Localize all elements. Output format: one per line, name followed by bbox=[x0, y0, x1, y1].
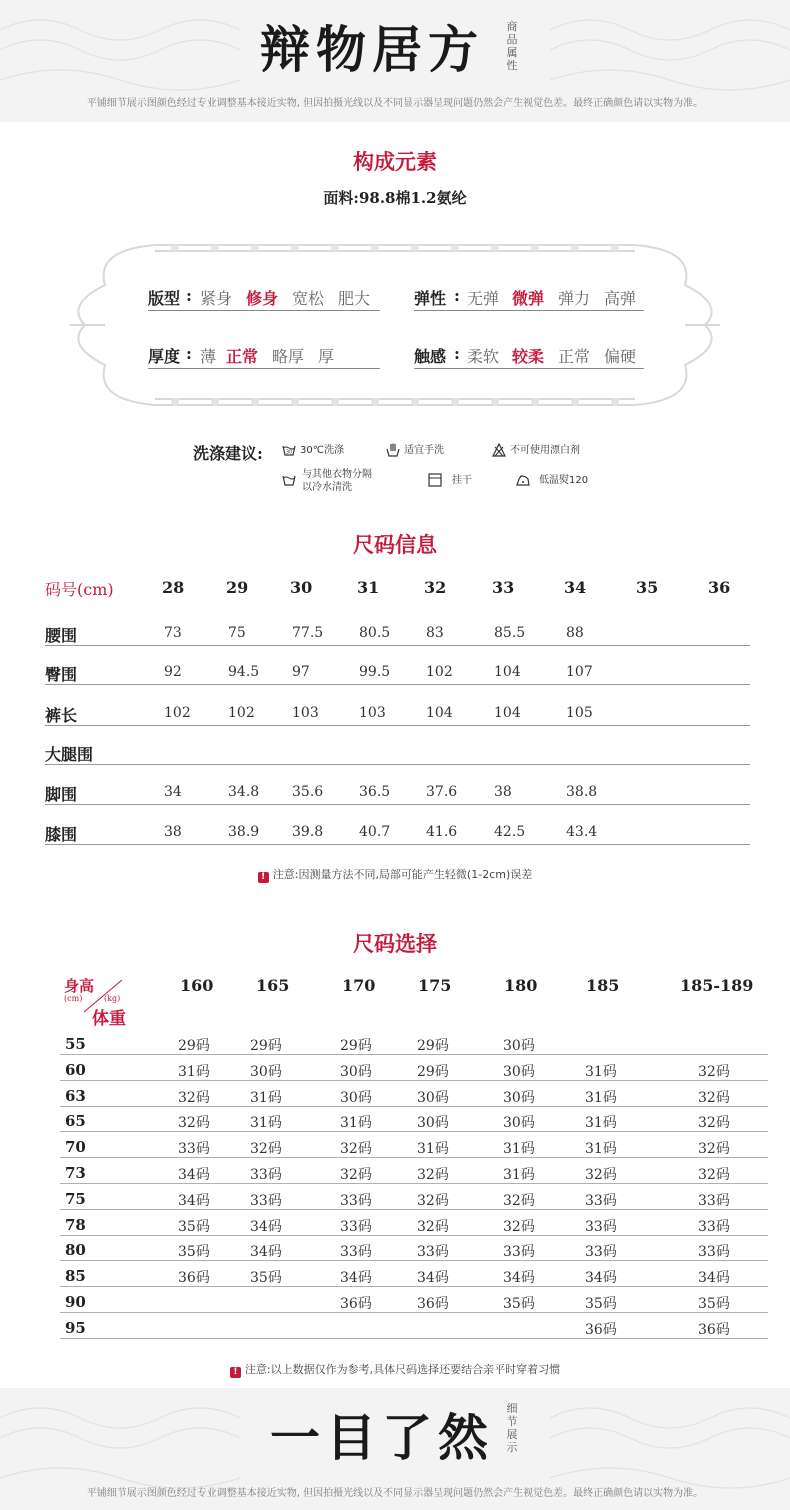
attr-option: 薄 bbox=[200, 347, 217, 366]
size-choice-cell: 34码 bbox=[250, 1218, 282, 1235]
size-choice-cell: 34码 bbox=[585, 1270, 617, 1287]
size-cell: 38 bbox=[494, 784, 512, 800]
size-choice-cell: 35码 bbox=[585, 1296, 617, 1312]
height-header-cell: 185 bbox=[586, 976, 620, 995]
footer-side-label: 细 节 展 示 bbox=[506, 1402, 518, 1454]
size-row-label: 臀围 bbox=[45, 665, 78, 684]
size-cell: 85.5 bbox=[494, 625, 526, 641]
size-info-title: 尺码信息 bbox=[353, 532, 437, 557]
weight-row-label: 55 bbox=[65, 1035, 86, 1053]
hang-dry-text: 挂干 bbox=[452, 475, 472, 486]
weight-row-label: 80 bbox=[65, 1241, 86, 1260]
size-cell: 35.6 bbox=[292, 784, 324, 800]
size-choice-cell: 32码 bbox=[250, 1141, 282, 1158]
size-cell: 36.5 bbox=[359, 784, 391, 800]
height-header-cell: 185-189 bbox=[680, 976, 754, 995]
cold-wash-icon bbox=[282, 473, 296, 487]
size-choice-cell: 35码 bbox=[698, 1296, 730, 1312]
attr-colon: : bbox=[454, 344, 460, 363]
size-choice-cell: 33码 bbox=[340, 1218, 372, 1235]
size-choice-cell: 30码 bbox=[340, 1063, 372, 1080]
size-header-cell: 35 bbox=[636, 578, 659, 597]
size-choice-cell: 32码 bbox=[417, 1218, 449, 1235]
size-choice-cell: 29码 bbox=[250, 1038, 282, 1054]
size-choice-divider bbox=[60, 1260, 768, 1261]
size-choice-cell: 34码 bbox=[417, 1270, 449, 1287]
cold-wash-text: 与其他衣物分隔 以冷水清洗 bbox=[302, 469, 372, 493]
height-header-cell: 175 bbox=[418, 976, 452, 995]
no-bleach-text: 不可使用漂白剂 bbox=[510, 445, 580, 456]
size-choice-cell: 36码 bbox=[585, 1321, 617, 1338]
size-cell: 102 bbox=[228, 705, 255, 721]
size-row-label: 腰围 bbox=[45, 626, 78, 645]
corner-weight-unit: (kg) bbox=[104, 994, 121, 1003]
low-iron-text: 低温熨120 bbox=[539, 475, 589, 486]
size-choice-cell: 33码 bbox=[417, 1244, 449, 1261]
size-cell: 102 bbox=[426, 664, 453, 680]
size-choice-divider bbox=[60, 1054, 768, 1055]
weight-row-label: 63 bbox=[65, 1086, 86, 1105]
size-row-divider bbox=[45, 725, 750, 726]
wash-30-icon bbox=[282, 443, 296, 457]
size-choice-cell: 35码 bbox=[178, 1218, 210, 1235]
corner-height-label: 身高 bbox=[64, 977, 95, 995]
attr-label-fit: 版型 bbox=[148, 289, 181, 308]
header-brand-title: 辩物居方 bbox=[260, 20, 484, 79]
svg-text:30: 30 bbox=[285, 449, 293, 456]
size-choice-cell: 33码 bbox=[698, 1192, 730, 1209]
size-choice-cell: 32码 bbox=[417, 1192, 449, 1209]
attr-underline bbox=[148, 368, 380, 369]
size-choice-cell: 34码 bbox=[698, 1270, 730, 1287]
size-cell: 73 bbox=[164, 625, 182, 641]
size-choice-cell: 30码 bbox=[340, 1089, 372, 1106]
size-choice-cell: 33码 bbox=[585, 1218, 617, 1235]
warning-icon: ! bbox=[230, 1367, 241, 1378]
attr-option: 紧身 bbox=[200, 289, 233, 308]
size-choice-divider bbox=[60, 1183, 768, 1184]
attr-colon: : bbox=[454, 286, 460, 305]
size-header-cell: 32 bbox=[424, 578, 447, 597]
size-header-cell: 34 bbox=[564, 578, 587, 597]
attr-underline bbox=[148, 310, 380, 311]
size-choice-cell: 32码 bbox=[585, 1167, 617, 1183]
weight-row-label: 60 bbox=[65, 1060, 86, 1079]
header-disclaimer: 平铺细节展示图颜色经过专业调整基本接近实物, 但因拍摄光线以及不同显示器呈现问题仍然会产生视觉色差。最终正确颜色请以实物为准。 bbox=[86, 98, 704, 109]
size-cell: 75 bbox=[228, 625, 246, 641]
size-choice-divider bbox=[60, 1209, 768, 1210]
size-choice-cell: 33码 bbox=[698, 1218, 730, 1235]
size-choice-cell: 34码 bbox=[340, 1270, 372, 1287]
size-header-cell: 31 bbox=[357, 578, 380, 597]
size-choice-divider bbox=[60, 1286, 768, 1287]
size-choice-cell: 33码 bbox=[585, 1244, 617, 1261]
size-cell: 102 bbox=[164, 705, 191, 721]
size-cell: 104 bbox=[426, 705, 453, 721]
size-choice-cell: 30码 bbox=[417, 1115, 449, 1132]
attr-option: 无弹 bbox=[467, 289, 500, 308]
weight-row-label: 75 bbox=[65, 1189, 86, 1208]
corner-diagonal bbox=[78, 976, 128, 1016]
weight-row-label: 73 bbox=[65, 1164, 86, 1182]
size-choice-cell: 30码 bbox=[250, 1063, 282, 1080]
size-row-label: 裤长 bbox=[45, 706, 78, 725]
size-cell: 99.5 bbox=[359, 664, 391, 680]
size-choice-cell: 29码 bbox=[417, 1038, 449, 1054]
size-cell: 41.6 bbox=[426, 824, 458, 840]
size-header-cell: 30 bbox=[290, 578, 313, 597]
attr-colon: : bbox=[186, 344, 192, 363]
size-choice-cell: 31码 bbox=[585, 1141, 617, 1158]
size-choice-cell: 31码 bbox=[340, 1115, 372, 1132]
size-choice-cell: 34码 bbox=[503, 1270, 535, 1287]
size-choice-cell: 30码 bbox=[503, 1089, 535, 1106]
size-cell: 103 bbox=[292, 705, 319, 721]
attr-label-stretch: 弹性 bbox=[414, 289, 447, 308]
size-row-label: 大腿围 bbox=[45, 745, 94, 764]
attr-label-thickness: 厚度 bbox=[148, 347, 181, 366]
size-cell: 88 bbox=[566, 625, 584, 641]
size-choice-divider bbox=[60, 1131, 768, 1132]
size-choice-cell: 32码 bbox=[340, 1167, 372, 1183]
size-cell: 37.6 bbox=[426, 784, 458, 800]
size-cell: 38.9 bbox=[228, 824, 260, 840]
hand-wash-icon bbox=[386, 443, 400, 457]
size-row-divider bbox=[45, 844, 750, 845]
size-choice-cell: 30码 bbox=[417, 1089, 449, 1106]
size-choice-divider bbox=[60, 1080, 768, 1081]
composition-title: 构成元素 bbox=[353, 149, 437, 174]
footer-brand-title: 一目了然 bbox=[270, 1408, 494, 1467]
attr-option-selected: 修身 bbox=[246, 289, 279, 308]
size-choice-divider bbox=[60, 1312, 768, 1313]
size-cell: 103 bbox=[359, 705, 386, 721]
size-choice-divider bbox=[60, 1106, 768, 1107]
corner-weight-label: 体重 bbox=[92, 1009, 126, 1029]
size-cell: 92 bbox=[164, 664, 182, 680]
size-choice-cell: 31码 bbox=[585, 1089, 617, 1106]
size-choice-cell: 32码 bbox=[178, 1089, 210, 1106]
size-info-note bbox=[0, 866, 790, 883]
attr-option: 厚 bbox=[318, 347, 335, 366]
size-choice-cell: 33码 bbox=[698, 1244, 730, 1261]
attr-option: 略厚 bbox=[272, 347, 305, 366]
size-choice-cell: 32码 bbox=[340, 1141, 372, 1158]
size-choice-cell: 29码 bbox=[340, 1038, 372, 1054]
size-choice-cell: 36码 bbox=[417, 1296, 449, 1312]
size-cell: 34 bbox=[164, 784, 182, 800]
size-choice-cell: 32码 bbox=[178, 1115, 210, 1132]
weight-row-label: 65 bbox=[65, 1112, 86, 1131]
footer-band bbox=[0, 1388, 790, 1510]
size-choice-cell: 31码 bbox=[503, 1141, 535, 1158]
size-cell: 38.8 bbox=[566, 784, 598, 800]
attr-option: 正常 bbox=[558, 347, 591, 366]
attr-underline bbox=[414, 368, 644, 369]
size-choice-cell: 34码 bbox=[250, 1244, 282, 1261]
size-cell: 43.4 bbox=[566, 824, 598, 840]
attr-label-touch: 触感 bbox=[414, 347, 447, 366]
size-choice-cell: 32码 bbox=[698, 1141, 730, 1158]
washing-label: 洗涤建议: bbox=[193, 444, 263, 463]
size-cell: 77.5 bbox=[292, 625, 324, 641]
size-cell: 97 bbox=[292, 664, 310, 680]
size-choice-divider bbox=[60, 1157, 768, 1158]
size-choice-cell: 36码 bbox=[340, 1296, 372, 1312]
size-choice-cell: 33码 bbox=[585, 1192, 617, 1209]
size-choice-cell: 32码 bbox=[503, 1218, 535, 1235]
attr-option-selected: 正常 bbox=[226, 347, 259, 366]
hand-wash-text: 适宜手洗 bbox=[404, 445, 444, 456]
height-header-cell: 165 bbox=[256, 976, 290, 995]
height-header-cell: 170 bbox=[342, 976, 376, 995]
size-choice-cell: 31码 bbox=[503, 1167, 535, 1183]
attr-option: 偏硬 bbox=[604, 347, 637, 366]
size-choice-divider bbox=[60, 1235, 768, 1236]
size-choice-cell: 32码 bbox=[698, 1167, 730, 1183]
attr-underline bbox=[414, 310, 644, 311]
footer-disclaimer: 平铺细节展示图颜色经过专业调整基本接近实物, 但因拍摄光线以及不同显示器呈现问题仍然会产生视觉色差。最终正确颜色请以实物为准。 bbox=[86, 1488, 704, 1499]
size-choice-cell: 30码 bbox=[503, 1038, 535, 1054]
size-choice-cell: 31码 bbox=[250, 1089, 282, 1106]
attr-colon: : bbox=[186, 286, 192, 305]
size-choice-cell: 30码 bbox=[503, 1063, 535, 1080]
size-choice-cell: 33码 bbox=[340, 1244, 372, 1261]
size-cell: 105 bbox=[566, 705, 593, 721]
size-choice-note-text: 注意:以上数据仅作为参考,具体尺码选择还要结合亲平时穿着习惯 bbox=[244, 1363, 561, 1376]
size-cell: 80.5 bbox=[359, 625, 391, 641]
size-cell: 83 bbox=[426, 625, 444, 641]
size-choice-note bbox=[0, 1361, 790, 1378]
warning-icon: ! bbox=[258, 872, 269, 883]
size-cell: 104 bbox=[494, 664, 521, 680]
size-choice-cell: 29码 bbox=[178, 1038, 210, 1054]
size-choice-cell: 36码 bbox=[178, 1270, 210, 1287]
ornamental-frame bbox=[45, 225, 745, 425]
size-cell: 34.8 bbox=[228, 784, 260, 800]
size-row-divider bbox=[45, 764, 750, 765]
weight-row-label: 85 bbox=[65, 1267, 86, 1286]
header-band bbox=[0, 0, 790, 122]
size-info-note-text: 注意:因测量方法不同,局部可能产生轻微(1-2cm)误差 bbox=[272, 868, 533, 881]
size-choice-cell: 33码 bbox=[250, 1167, 282, 1183]
size-header-label: 码号(cm) bbox=[45, 580, 114, 599]
height-header-cell: 160 bbox=[180, 976, 214, 995]
size-choice-cell: 34码 bbox=[178, 1167, 210, 1183]
size-header-cell: 36 bbox=[708, 578, 731, 597]
wash-30-text: 30℃洗涤 bbox=[300, 445, 344, 456]
weight-row-label: 78 bbox=[65, 1215, 86, 1234]
size-row-divider bbox=[45, 684, 750, 685]
attr-option-selected: 较柔 bbox=[512, 347, 545, 366]
size-cell: 107 bbox=[566, 664, 593, 680]
size-choice-cell: 31码 bbox=[417, 1141, 449, 1158]
size-choice-cell: 31码 bbox=[178, 1063, 210, 1080]
attr-option: 弹力 bbox=[558, 289, 591, 308]
size-row-divider bbox=[45, 804, 750, 805]
size-cell: 94.5 bbox=[228, 664, 260, 680]
size-choice-cell: 32码 bbox=[698, 1115, 730, 1132]
size-choice-cell: 36码 bbox=[698, 1321, 730, 1338]
size-choice-cell: 32码 bbox=[417, 1167, 449, 1183]
size-cell: 38 bbox=[164, 824, 182, 840]
size-choice-cell: 34码 bbox=[178, 1192, 210, 1209]
size-choice-title: 尺码选择 bbox=[353, 931, 437, 956]
weight-row-label: 90 bbox=[65, 1293, 86, 1311]
size-header-cell: 29 bbox=[226, 578, 249, 597]
size-choice-cell: 33码 bbox=[340, 1192, 372, 1209]
size-choice-cell: 35码 bbox=[503, 1296, 535, 1312]
size-choice-cell: 33码 bbox=[250, 1192, 282, 1209]
size-row-label: 膝围 bbox=[45, 825, 78, 844]
size-header-cell: 28 bbox=[162, 578, 185, 597]
size-choice-cell: 33码 bbox=[503, 1244, 535, 1261]
size-header-cell: 33 bbox=[492, 578, 515, 597]
no-bleach-icon bbox=[492, 443, 506, 457]
size-choice-cell: 31码 bbox=[250, 1115, 282, 1132]
size-choice-cell: 30码 bbox=[503, 1115, 535, 1132]
size-choice-cell: 35码 bbox=[250, 1270, 282, 1287]
attr-option-selected: 微弹 bbox=[512, 289, 545, 308]
size-choice-cell: 29码 bbox=[417, 1063, 449, 1080]
attr-option: 宽松 bbox=[292, 289, 325, 308]
size-choice-cell: 31码 bbox=[585, 1115, 617, 1132]
size-row-label: 脚围 bbox=[45, 785, 78, 804]
fabric-text: 面料:98.8棉1.2氨纶 bbox=[323, 189, 467, 207]
height-header-cell: 180 bbox=[504, 976, 538, 995]
weight-row-label: 95 bbox=[65, 1318, 86, 1337]
corner-height-unit: (cm) bbox=[64, 994, 83, 1003]
size-choice-cell: 33码 bbox=[178, 1141, 210, 1158]
size-cell: 40.7 bbox=[359, 824, 391, 840]
size-choice-cell: 32码 bbox=[503, 1192, 535, 1209]
low-iron-icon bbox=[516, 473, 530, 487]
size-choice-cell: 32码 bbox=[698, 1063, 730, 1080]
header-side-label: 商 品 属 性 bbox=[506, 20, 518, 72]
attr-option: 柔软 bbox=[467, 347, 500, 366]
weight-row-label: 70 bbox=[65, 1138, 86, 1157]
size-choice-divider bbox=[60, 1338, 768, 1339]
size-row-divider bbox=[45, 645, 750, 646]
attr-option: 高弹 bbox=[604, 289, 637, 308]
size-choice-cell: 35码 bbox=[178, 1244, 210, 1261]
attr-option: 肥大 bbox=[338, 289, 371, 308]
size-cell: 104 bbox=[494, 705, 521, 721]
hang-dry-icon bbox=[428, 473, 442, 487]
size-choice-cell: 32码 bbox=[698, 1089, 730, 1106]
size-cell: 42.5 bbox=[494, 824, 526, 840]
size-cell: 39.8 bbox=[292, 824, 324, 840]
size-choice-cell: 31码 bbox=[585, 1063, 617, 1080]
